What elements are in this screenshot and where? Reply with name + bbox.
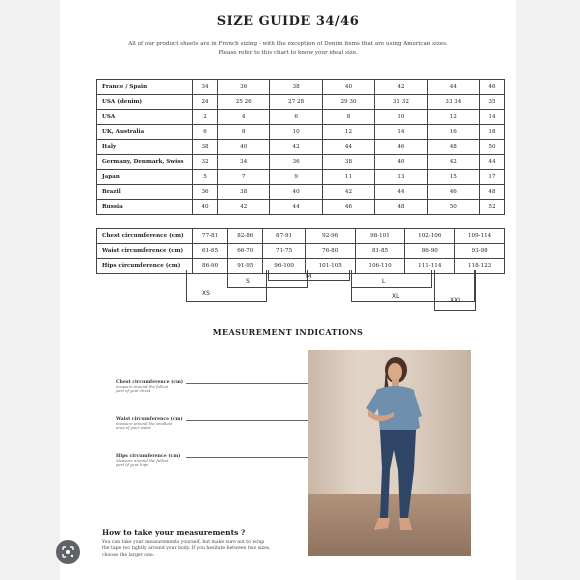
size-table-cell: 44 xyxy=(270,200,322,215)
size-table-cell: 36 xyxy=(193,185,218,200)
size-table-row-label: Italy xyxy=(97,140,193,155)
annotation-chest xyxy=(116,380,256,394)
measure-table-cell: 92-96 xyxy=(305,229,355,244)
size-table-cell: 50 xyxy=(479,140,504,155)
intro-text xyxy=(70,40,506,58)
measure-table-row-label: Waist circumference (cm) xyxy=(97,244,193,259)
size-guide-sheet xyxy=(60,0,516,580)
size-table-row xyxy=(97,185,505,200)
lens-search-button[interactable] xyxy=(56,540,80,564)
annotation-hips-desc: Measure around the fullest part of your hips xyxy=(116,458,169,468)
size-label-m: M xyxy=(306,273,312,280)
size-table-cell: 34 xyxy=(193,80,218,95)
size-table-row-label: Russia xyxy=(97,200,193,215)
size-table-cell: 38 xyxy=(322,155,374,170)
size-table-cell: 44 xyxy=(375,185,427,200)
size-table-cell: 44 xyxy=(322,140,374,155)
size-table-cell: 48 xyxy=(427,140,479,155)
size-table-row xyxy=(97,95,505,110)
size-table-cell: 36 xyxy=(218,80,270,95)
annotation-waist xyxy=(116,417,256,431)
size-table-row xyxy=(97,170,505,185)
howto-desc: You can take your measurements yourself, but make sure not to wrap the tape too tightly around your body. If you hesitate between two sizes, choose the larger one. xyxy=(102,540,271,558)
size-table-row xyxy=(97,110,505,125)
measure-table-cell: 66-70 xyxy=(228,244,263,259)
size-table-cell: 50 xyxy=(427,200,479,215)
size-table-cell: 42 xyxy=(270,140,322,155)
size-table-cell: 24 xyxy=(193,95,218,110)
measure-table-cell: 71-75 xyxy=(263,244,305,259)
annotation-waist-title: Waist circumference (cm) xyxy=(116,417,183,422)
size-table-row-label: Brazil xyxy=(97,185,193,200)
size-table-row xyxy=(97,140,505,155)
measure-table-cell: 96-100 xyxy=(263,259,305,274)
measure-table-cell: 106-110 xyxy=(355,259,405,274)
size-table-cell: 40 xyxy=(270,185,322,200)
size-table-cell: 46 xyxy=(479,80,504,95)
size-table-row-label: UK, Australia xyxy=(97,125,193,140)
howto-title: How to take your measurements ? xyxy=(102,528,246,537)
size-table-cell: 31 32 xyxy=(375,95,427,110)
size-label-xl: XL xyxy=(392,293,400,300)
size-table-cell: 4 xyxy=(218,110,270,125)
size-table-cell: 38 xyxy=(218,185,270,200)
size-table-cell: 2 xyxy=(193,110,218,125)
measure-table-cell: 82-86 xyxy=(228,229,263,244)
size-table-cell: 5 xyxy=(193,170,218,185)
measure-table-cell: 93-98 xyxy=(455,244,505,259)
measure-table-cell: 81-85 xyxy=(355,244,405,259)
annotation-hips-title: Hips circumference (cm) xyxy=(116,454,181,459)
size-table-cell: 48 xyxy=(479,185,504,200)
intro-line-1: All of our product sheets are in French sizing - with the exception of Denim items that are using American sizes. xyxy=(128,41,448,47)
annotation-waist-desc: measure around the smallest area of your waist xyxy=(116,421,173,431)
measure-table-cell: 87-91 xyxy=(263,229,305,244)
measure-table-cell: 102-106 xyxy=(405,229,455,244)
intro-line-2: Please refer to this chart to know your ideal size. xyxy=(218,50,358,56)
size-table-cell: 46 xyxy=(427,185,479,200)
measure-table-cell: 118-123 xyxy=(455,259,505,274)
size-table-cell: 46 xyxy=(375,140,427,155)
size-table-row xyxy=(97,125,505,140)
size-table-row-label: USA xyxy=(97,110,193,125)
size-table-cell: 40 xyxy=(322,80,374,95)
model-figure xyxy=(308,350,471,556)
size-table-cell: 18 xyxy=(479,125,504,140)
size-table-cell: 14 xyxy=(479,110,504,125)
size-table-cell: 8 xyxy=(218,125,270,140)
annotation-hips-line xyxy=(186,457,312,458)
measure-table-cell: 111-114 xyxy=(405,259,455,274)
measure-table-row-label: Chest circumference (cm) xyxy=(97,229,193,244)
measure-table-row xyxy=(97,229,505,244)
size-table-row xyxy=(97,80,505,95)
measure-table-row xyxy=(97,244,505,259)
size-table-cell: 13 xyxy=(375,170,427,185)
size-table-cell: 48 xyxy=(375,200,427,215)
indications-heading: MEASUREMENT INDICATIONS xyxy=(212,327,364,337)
size-table-cell: 25 26 xyxy=(218,95,270,110)
measure-table-cell: 61-65 xyxy=(193,244,228,259)
size-table-row-label: USA (denim) xyxy=(97,95,193,110)
measure-table-cell: 76-80 xyxy=(305,244,355,259)
size-table-row-label: Germany, Denmark, Swiss xyxy=(97,155,193,170)
size-table-cell: 8 xyxy=(322,110,374,125)
annotation-chest-line xyxy=(186,383,312,384)
size-table-cell: 14 xyxy=(375,125,427,140)
size-label-l: L xyxy=(382,278,386,285)
size-table-cell: 9 xyxy=(270,170,322,185)
size-table-cell: 12 xyxy=(322,125,374,140)
measure-table-cell: 98-101 xyxy=(355,229,405,244)
annotation-hips xyxy=(116,454,256,468)
size-table-cell: 42 xyxy=(427,155,479,170)
size-table-cell: 32 xyxy=(193,155,218,170)
size-table-cell: 16 xyxy=(427,125,479,140)
size-table-cell: 12 xyxy=(427,110,479,125)
size-table-cell: 42 xyxy=(322,185,374,200)
size-table-cell: 29 30 xyxy=(322,95,374,110)
size-table-cell: 17 xyxy=(479,170,504,185)
size-table-row xyxy=(97,200,505,215)
size-table-cell: 38 xyxy=(270,80,322,95)
lens-search-icon xyxy=(61,545,75,559)
size-table-row-label: Japan xyxy=(97,170,193,185)
size-table-cell: 38 xyxy=(193,140,218,155)
size-table-cell: 40 xyxy=(375,155,427,170)
bracket-xxl xyxy=(434,270,476,311)
size-table-cell: 27 28 xyxy=(270,95,322,110)
size-table-cell: 6 xyxy=(270,110,322,125)
measure-table-cell: 101-105 xyxy=(305,259,355,274)
size-table-cell: 7 xyxy=(218,170,270,185)
size-table-cell: 10 xyxy=(270,125,322,140)
size-table-cell: 52 xyxy=(479,200,504,215)
annotation-chest-desc: measure around the fullest part of your chest xyxy=(116,384,169,394)
size-table-cell: 33 34 xyxy=(427,95,479,110)
size-table-cell: 36 xyxy=(270,155,322,170)
measurement-table xyxy=(96,228,505,274)
measure-table-cell: 86-90 xyxy=(193,259,228,274)
size-conversion-table xyxy=(96,79,505,215)
size-table-cell: 40 xyxy=(193,200,218,215)
size-table-cell: 10 xyxy=(375,110,427,125)
size-table-cell: 6 xyxy=(193,125,218,140)
size-label-xs: XS xyxy=(202,290,210,297)
measure-table-cell: 109-114 xyxy=(455,229,505,244)
annotation-waist-line xyxy=(186,420,312,421)
size-table-row-label: France / Spain xyxy=(97,80,193,95)
size-table-cell: 11 xyxy=(322,170,374,185)
measure-table-cell: 86-90 xyxy=(405,244,455,259)
size-table-cell: 40 xyxy=(218,140,270,155)
size-table-cell: 44 xyxy=(479,155,504,170)
size-table-cell: 42 xyxy=(375,80,427,95)
annotation-chest-title: Chest circumference (cm) xyxy=(116,380,184,385)
size-table-cell: 42 xyxy=(218,200,270,215)
size-table-cell: 34 xyxy=(218,155,270,170)
size-table-cell: 44 xyxy=(427,80,479,95)
page-title: SIZE GUIDE 34/46 xyxy=(216,14,360,29)
size-label-xxl: XXL xyxy=(450,297,462,304)
size-label-s: S xyxy=(246,278,250,285)
model-photo xyxy=(308,350,471,556)
measure-table-cell: 91-95 xyxy=(228,259,263,274)
size-table-cell: 15 xyxy=(427,170,479,185)
measure-table-cell: 77-81 xyxy=(193,229,228,244)
size-table-cell: 46 xyxy=(322,200,374,215)
measure-table-row-label: Hips circumference (cm) xyxy=(97,259,193,274)
size-table-row xyxy=(97,155,505,170)
size-table-cell: 35 xyxy=(479,95,504,110)
